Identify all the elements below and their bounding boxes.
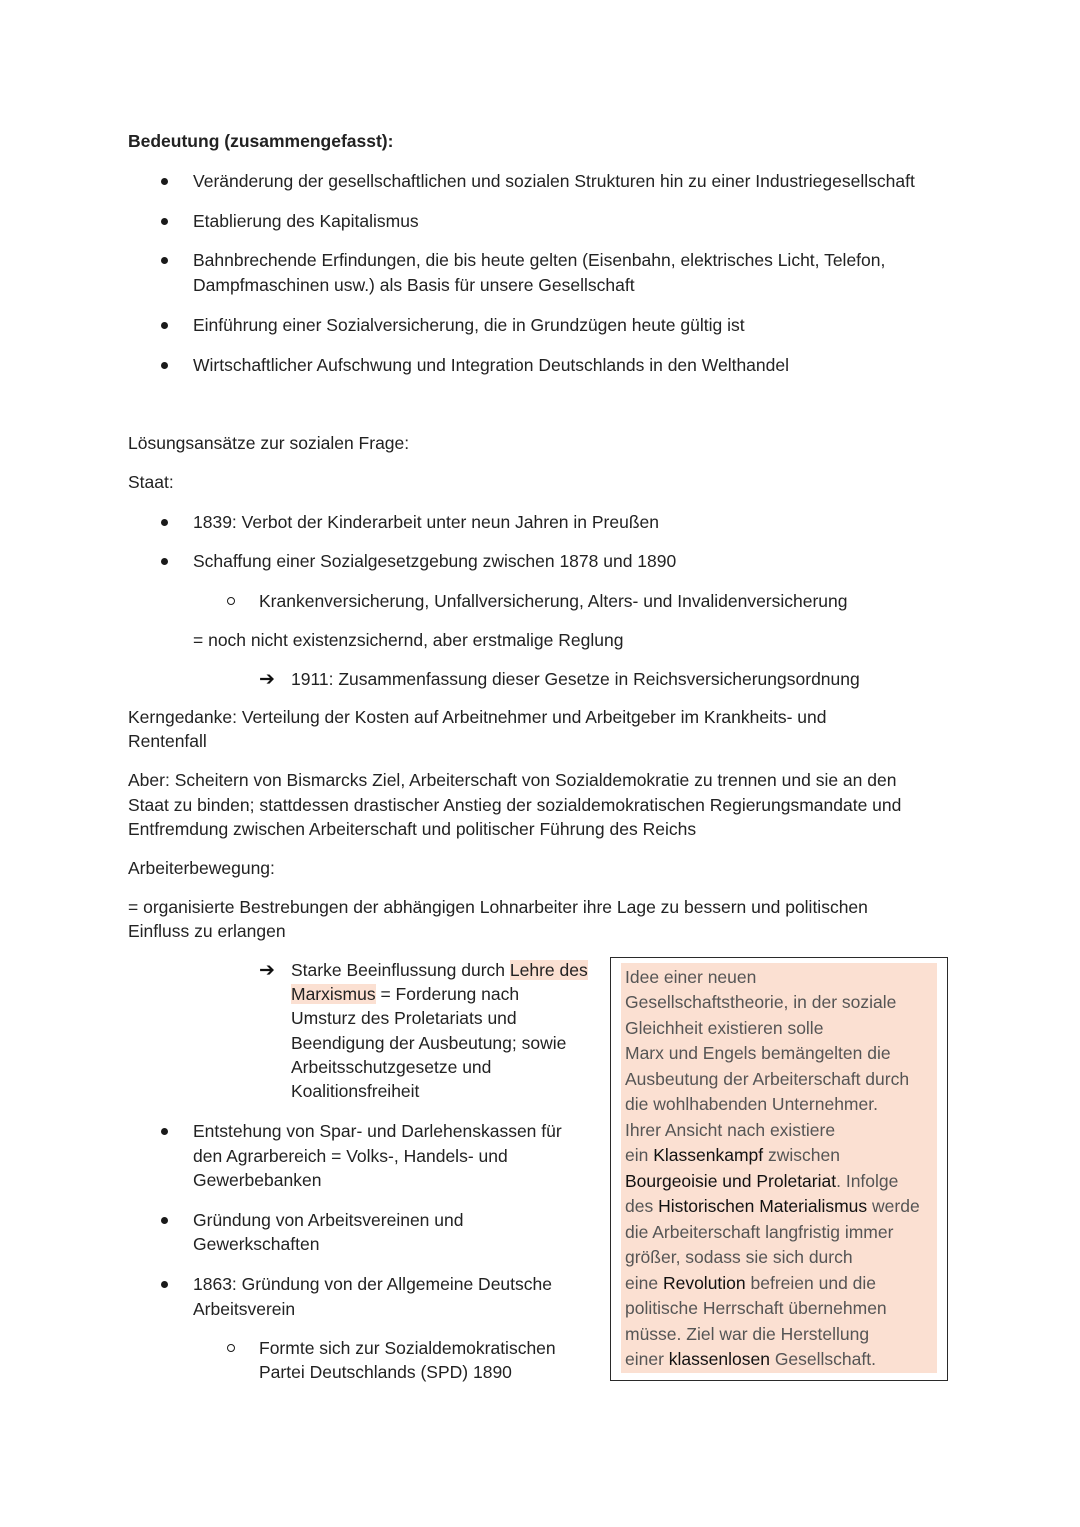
bullet-icon xyxy=(161,218,168,225)
box-line: ein Klassenkampf zwischen xyxy=(625,1145,840,1165)
arrow-right-icon: ➔ xyxy=(259,668,275,690)
bullet-icon xyxy=(161,1281,168,1288)
box-line: Bourgeoisie und Proletariat. Infolge xyxy=(625,1171,899,1191)
sub-list-item-continuation: Partei Deutschlands (SPD) 1890 xyxy=(259,1362,512,1382)
term-klassenkampf: Klassenkampf xyxy=(653,1145,764,1165)
list-item: Schaffung einer Sozialgesetzgebung zwischen 1878 und 1890 xyxy=(193,551,677,571)
box-line: die wohlhabenden Unternehmer. xyxy=(625,1094,878,1114)
list-item: Veränderung der gesellschaftlichen und sozialen Strukturen hin zu einer Industriegesellschaft xyxy=(193,171,915,191)
arbeiterbewegung-label: Arbeiterbewegung: xyxy=(128,858,275,878)
list-item: 1839: Verbot der Kinderarbeit unter neun Jahren in Preußen xyxy=(193,512,660,532)
list-item-continuation: Arbeitsverein xyxy=(193,1299,296,1319)
highlight-lehre: Lehre des xyxy=(509,960,588,980)
box-line: größer, sodass sie sich durch xyxy=(625,1247,853,1267)
highlight-marxismus: Marxismus xyxy=(291,984,376,1004)
sub-list-item: Formte sich zur Sozialdemokratischen xyxy=(259,1338,556,1358)
section-heading-bedeutung: Bedeutung (zusammengefasst): xyxy=(128,131,394,151)
kerngedanke-line: Rentenfall xyxy=(128,731,207,751)
sub-list-item: Krankenversicherung, Unfallversicherung, Alters- und Invalidenversicherung xyxy=(259,591,848,611)
box-line: Gleichheit existieren solle xyxy=(625,1018,824,1038)
list-item-continuation: den Agrarbereich = Volks-, Handels- und xyxy=(193,1146,508,1166)
list-item: Einführung einer Sozialversicherung, die in Grundzügen heute gültig ist xyxy=(193,315,745,335)
list-item-continuation: Gewerkschaften xyxy=(193,1234,320,1254)
box-line: einer klassenlosen Gesellschaft. xyxy=(625,1349,876,1369)
aber-line: Staat zu binden; stattdessen drastischer Anstieg der sozialdemokratischen Regierungsmandate und xyxy=(128,795,902,815)
arrow-item: 1911: Zusammenfassung dieser Gesetze in Reichsversicherungsordnung xyxy=(291,669,860,689)
term-historischer-materialismus: Historischen Materialismus xyxy=(658,1196,868,1216)
bullet-icon xyxy=(161,362,168,369)
section-heading-solutions: Lösungsansätze zur sozialen Frage: xyxy=(128,433,410,453)
box-line: Idee einer neuen xyxy=(625,967,757,987)
marxismus-line: Beendigung der Ausbeutung; sowie xyxy=(291,1033,567,1053)
staat-note: = noch nicht existenzsichernd, aber erstmalige Reglung xyxy=(193,630,624,650)
list-item: Etablierung des Kapitalismus xyxy=(193,211,419,231)
box-line: politische Herrschaft übernehmen xyxy=(625,1298,887,1318)
definition-line: = organisierte Bestrebungen der abhängigen Lohnarbeiter ihre Lage zu bessern und politischen xyxy=(128,897,868,917)
bullet-icon xyxy=(161,322,168,329)
staat-label: Staat: xyxy=(128,472,174,492)
list-item: Entstehung von Spar- und Darlehenskassen für xyxy=(193,1121,562,1141)
circle-bullet-icon xyxy=(227,597,235,605)
marxismus-line: Koalitionsfreiheit xyxy=(291,1081,420,1101)
term-revolution: Revolution xyxy=(662,1273,746,1293)
list-item: Bahnbrechende Erfindungen, die bis heute gelten (Eisenbahn, elektrisches Licht, Telefon, xyxy=(193,250,886,270)
bullet-icon xyxy=(161,178,168,185)
aber-line: Aber: Scheitern von Bismarcks Ziel, Arbeiterschaft von Sozialdemokratie zu trennen und sie an den xyxy=(128,770,897,790)
box-line: Ihrer Ansicht nach existiere xyxy=(625,1120,836,1140)
box-line: des Historischen Materialismus werde xyxy=(625,1196,920,1216)
circle-bullet-icon xyxy=(227,1344,235,1352)
bullet-icon xyxy=(161,1128,168,1135)
arrow-right-icon: ➔ xyxy=(259,959,275,981)
box-line: eine Revolution befreien und die xyxy=(625,1273,877,1293)
box-line: müsse. Ziel war die Herstellung xyxy=(625,1324,870,1344)
bullet-icon xyxy=(161,558,168,565)
list-item: Gründung von Arbeitsvereinen und xyxy=(193,1210,464,1230)
box-line: Ausbeutung der Arbeiterschaft durch xyxy=(625,1069,910,1089)
bullet-icon xyxy=(161,519,168,526)
term-bourgeoisie-proletariat: Bourgeoisie und Proletariat xyxy=(625,1171,837,1191)
list-item: 1863: Gründung von der Allgemeine Deutsche xyxy=(193,1274,552,1294)
marxismus-line: Marxismus = Forderung nach xyxy=(291,984,520,1004)
marxismus-line: Arbeitsschutzgesetze und xyxy=(291,1057,492,1077)
term-klassenlos: klassenlosen xyxy=(668,1349,770,1369)
list-item-continuation: Gewerbebanken xyxy=(193,1170,322,1190)
box-line: die Arbeiterschaft langfristig immer xyxy=(625,1222,894,1242)
list-item-continuation: Dampfmaschinen usw.) als Basis für unsere Gesellschaft xyxy=(193,275,635,295)
marxismus-line: Umsturz des Proletariats und xyxy=(291,1008,517,1028)
kerngedanke-line: Kerngedanke: Verteilung der Kosten auf Arbeitnehmer und Arbeitgeber im Krankheits- und xyxy=(128,707,827,727)
definition-line: Einfluss zu erlangen xyxy=(128,921,286,941)
list-item: Wirtschaftlicher Aufschwung und Integration Deutschlands in den Welthandel xyxy=(193,355,789,375)
box-line: Gesellschaftstheorie, in der soziale xyxy=(625,992,897,1012)
bullet-icon xyxy=(161,1217,168,1224)
box-line: Marx und Engels bemängelten die xyxy=(625,1043,891,1063)
marxismus-line: Starke Beeinflussung durch Lehre des xyxy=(291,960,588,980)
bullet-icon xyxy=(161,257,168,264)
aber-line: Entfremdung zwischen Arbeiterschaft und politischer Führung des Reichs xyxy=(128,819,697,839)
